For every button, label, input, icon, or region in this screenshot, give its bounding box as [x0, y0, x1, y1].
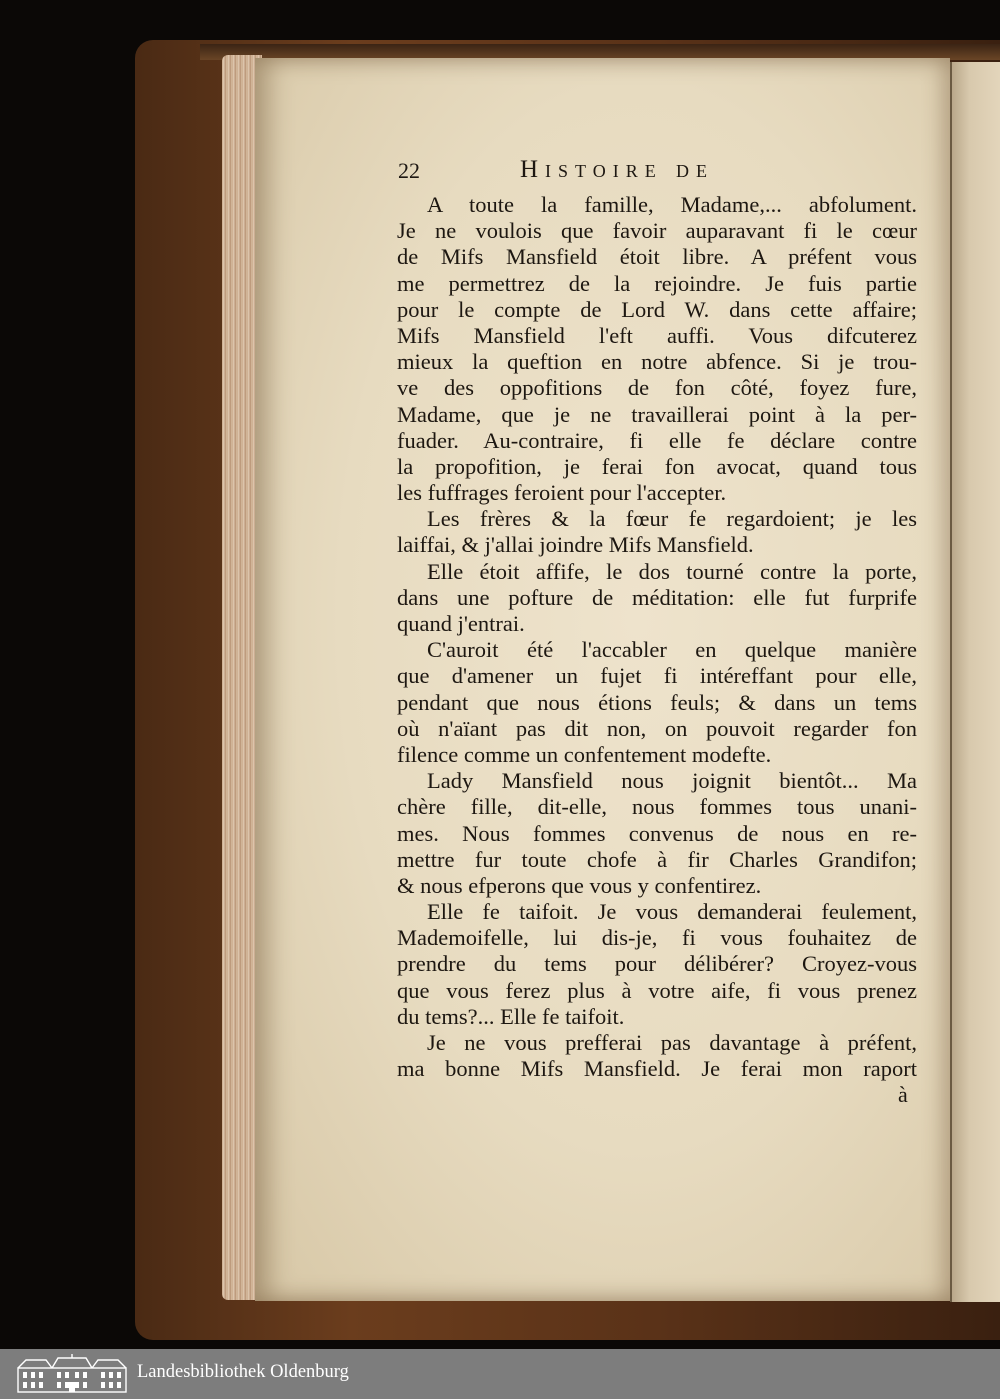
text-line: dans une pofture de méditation: elle fut furprife — [397, 584, 917, 610]
text-line: C'auroit été l'accabler en quelque manière — [427, 637, 917, 663]
text-line: mieux la queftion en notre abfence. Si je trou- — [397, 349, 917, 375]
text-line: Mademoifelle, lui dis-je, fi vous fouhaitez de — [397, 925, 917, 951]
text-line: du tems?... Elle fe taifoit. — [397, 1003, 625, 1029]
library-name: Landesbibliothek Oldenburg — [137, 1362, 349, 1382]
text-line: où n'aïant pas dit non, on pouvoit regarder fon — [397, 715, 917, 741]
page-number: 22 — [398, 158, 420, 183]
text-line: Elle fe taifoit. Je vous demanderai feulement, — [427, 899, 917, 925]
text-line: que d'amener un fujet fi intéreffant pour elle, — [397, 663, 917, 689]
text-line: Je ne voulois que favoir auparavant fi le cœur — [397, 218, 917, 244]
text-line: ve des oppofitions de fon côté, foyez fure, — [397, 375, 917, 401]
library-building-icon — [16, 1354, 128, 1394]
text-line: mes. Nous fommes convenus de nous en re- — [397, 820, 917, 846]
text-line: pour le compte de Lord W. dans cette affaire; — [397, 296, 917, 322]
facing-page-edge — [950, 62, 1000, 1302]
text-line: Madame, que je ne travaillerai point à la per- — [397, 401, 917, 427]
text-line: pendant que nous étions feuls; & dans un tems — [397, 689, 917, 715]
text-line: Je ne vous prefferai pas davantage à préfent, — [427, 1030, 917, 1055]
text-line: prendre du tems pour délibérer? Croyez-vous — [397, 951, 917, 977]
running-head — [398, 158, 798, 188]
text-line: Les frères & la fœur fe regardoient; je les — [427, 506, 917, 532]
text-line: mettre fur toute chofe à fir Charles Grandifon; — [397, 846, 917, 872]
text-line: Lady Mansfield nous joignit bientôt... Ma — [427, 768, 917, 794]
text-line: & nous efperons que vous y confentirez. — [397, 872, 762, 898]
text-line: laiffai, & j'allai joindre Mifs Mansfield. — [397, 532, 754, 558]
text-line: les fuffrages feroient pour l'accepter. — [397, 480, 727, 506]
text-line: quand j'entrai. — [397, 611, 525, 636]
text-line: que vous ferez plus à votre aife, fi vous prenez — [397, 977, 917, 1003]
text-line: ma bonne Mifs Mansfield. Je ferai mon raport — [397, 1056, 917, 1082]
text-line: de Mifs Mansfield étoit libre. A préfent vous — [397, 244, 917, 270]
text-line: fuader. Au-contraire, fi elle fe déclare contre — [397, 427, 917, 453]
running-title: Histoire de — [520, 156, 714, 183]
body-text — [397, 192, 917, 1082]
catchword: à — [898, 1082, 908, 1107]
footer-bar — [0, 1349, 1000, 1399]
text-line: Mifs Mansfield l'eft auffi. Vous difcuterez — [397, 322, 917, 348]
text-line: la propofition, je ferai fon avocat, quand tous — [397, 453, 917, 479]
text-line: chère fille, dit-elle, nous fommes tous unani- — [397, 794, 917, 820]
text-line: A toute la famille, Madame,... abfolument. — [427, 192, 917, 217]
text-line: filence comme un confentement modefte. — [397, 741, 772, 767]
text-line: Elle étoit affife, le dos tourné contre la porte, — [427, 558, 917, 584]
text-line: me permettrez de la rejoindre. Je fuis partie — [397, 270, 917, 296]
